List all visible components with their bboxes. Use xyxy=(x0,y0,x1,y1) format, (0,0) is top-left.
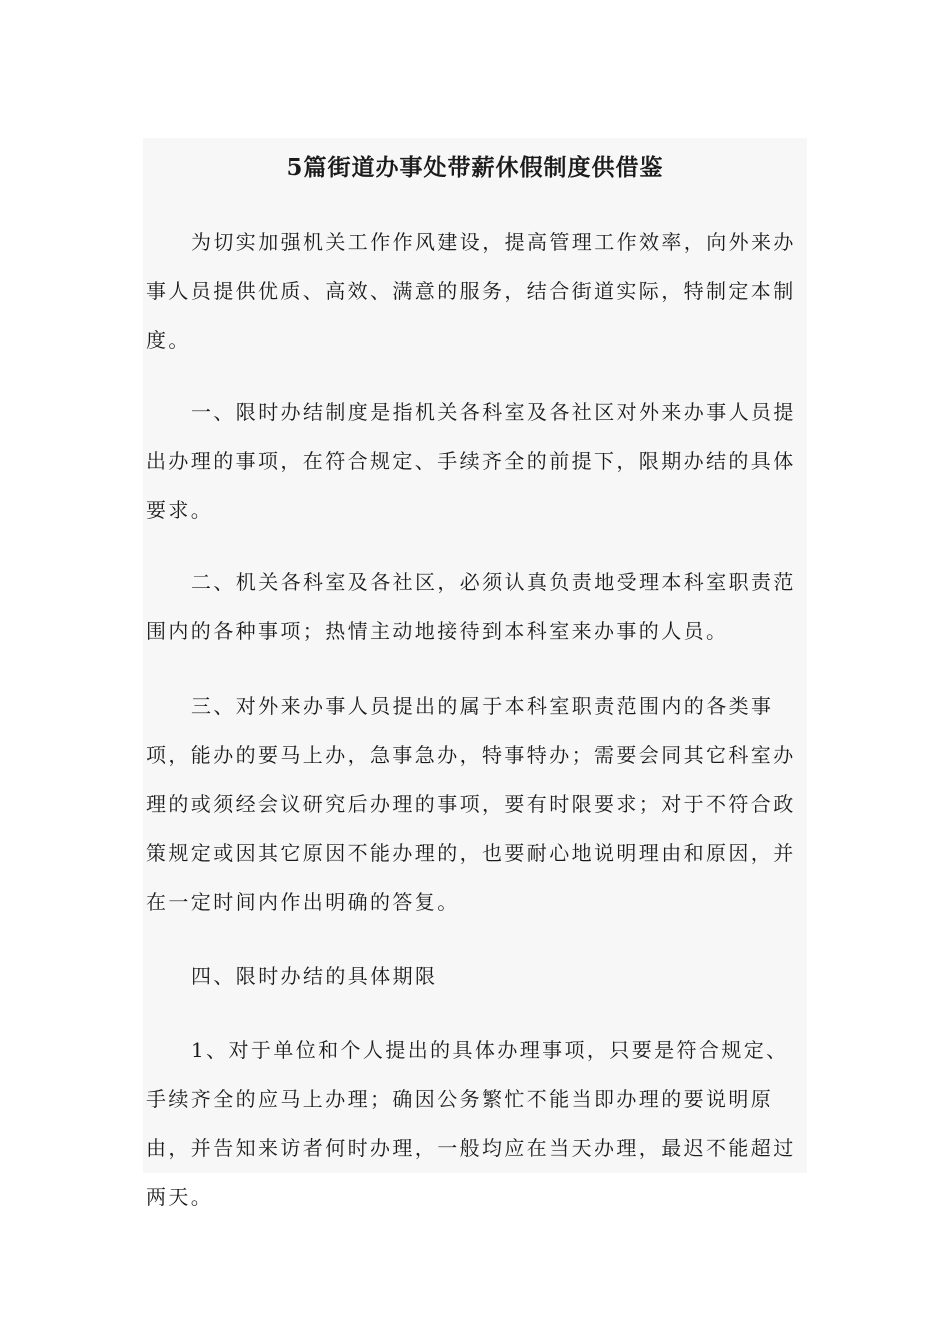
document-title: 5篇街道办事处带薪休假制度供借鉴 xyxy=(286,154,664,181)
section-heading-4: 四、限时办结的具体期限 xyxy=(191,964,438,988)
paragraph-section-1: 一、限时办结制度是指机关各科室及各社区对外来办事人员提出办理的事项，在符合规定、手续齐全的前提下，限期办结的具体要求。 xyxy=(146,400,796,522)
paragraph-intro: 为切实加强机关工作作风建设，提高管理工作效率，向外来办事人员提供优质、高效、满意的服务，结合街道实际，特制定本制度。 xyxy=(146,230,796,352)
paragraph-section-3: 三、对外来办事人员提出的属于本科室职责范围内的各类事项，能办的要马上办，急事急办，特事特办；需要会同其它科室办理的或须经会议研究后办理的事项，要有时限要求；对于不符合政策规定或因其它原因不能办理的，也要耐心地说明理由和原因，并在一定时间内作出明确的答复。 xyxy=(146,694,796,914)
paragraph-item-1: 1、对于单位和个人提出的具体办理事项，只要是符合规定、手续齐全的应马上办理；确因公务繁忙不能当即办理的要说明原由，并告知来访者何时办理，一般均应在当天办理，最迟不能超过两天。 xyxy=(146,1038,796,1209)
paragraph-section-2: 二、机关各科室及各社区，必须认真负责地受理本科室职责范围内的各种事项；热情主动地接待到本科室来办事的人员。 xyxy=(146,570,796,643)
